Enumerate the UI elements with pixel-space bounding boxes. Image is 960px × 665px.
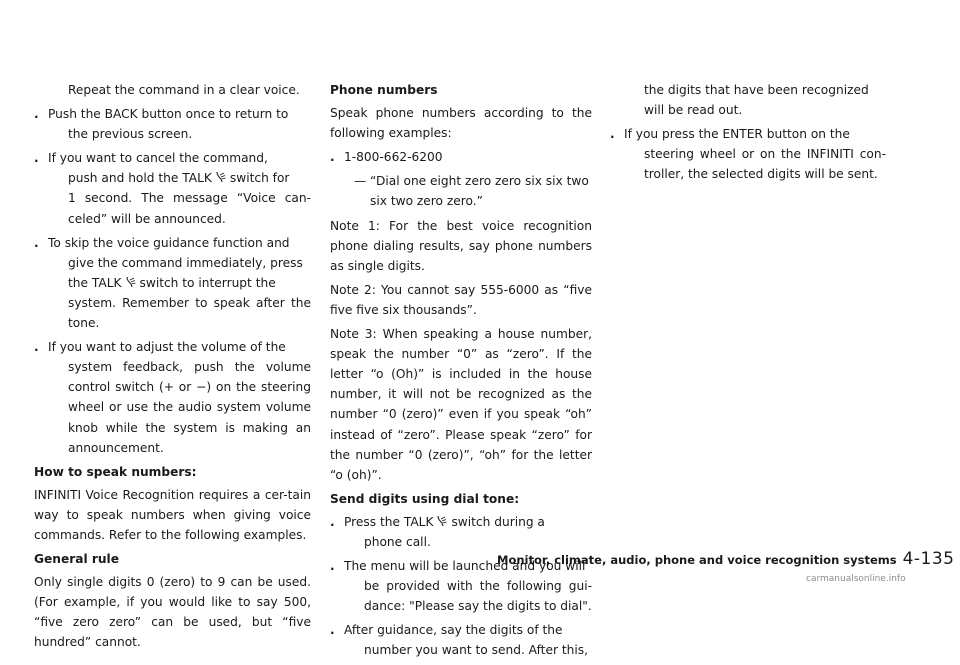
bullet-skip-line3 — [68, 273, 311, 293]
bullet-back-rest: the previous screen. — [68, 127, 193, 142]
bullet-skip-switch-text: switch to interrupt the — [139, 275, 276, 290]
bullet-enter-button — [610, 124, 886, 184]
talk-switch-icon — [216, 171, 226, 183]
column-left — [34, 80, 311, 657]
bullet-volume-rest: system feedback, push the volume control switch (+ or −) on the steering wheel or use the audio system volume knob while the system is making an announcement. — [68, 360, 311, 455]
watermark: carmanualsonline.info — [806, 574, 906, 584]
heading-how-to-speak-numbers: How to speak numbers: — [34, 464, 197, 479]
bullet-after-rest: number you want to send. After this, — [364, 643, 588, 658]
heading-general-rule: General rule — [34, 552, 119, 567]
bullet-marker: . — [34, 340, 39, 355]
bullet-cancel-rest: 1 second. The message “Voice can-celed” will be announced. — [68, 191, 311, 226]
bullet-cancel-talk-text: push and hold the TALK — [68, 171, 212, 186]
bullet-skip-rest: system. Remember to speak after the tone. — [68, 295, 311, 331]
heading-send-digits: Send digits using dial tone: — [330, 491, 520, 506]
bullet-skip-line2: give the command immediately, press — [68, 255, 303, 270]
page-number: 4-135 — [902, 549, 955, 569]
bullet-back-line1: Push the BACK button once to return to — [48, 107, 289, 122]
bullet-menu-rest: be provided with the following gui-dance: "Please say the digits to dial". — [364, 579, 592, 614]
bullet-menu-line1: The menu will be launched and you will — [344, 559, 586, 574]
bullet-volume-line1: If you want to adjust the volume of the — [48, 340, 286, 355]
bullet-enter-line1: If you press the ENTER button on the — [624, 127, 850, 142]
page-footer — [497, 549, 955, 569]
bullet-press-talk-rest: phone call. — [364, 534, 431, 549]
bullet-marker: . — [34, 107, 39, 122]
bullet-marker: . — [330, 623, 335, 638]
heading-phone-numbers: Phone numbers — [330, 83, 438, 97]
bullet-press-talk-line1 — [344, 512, 592, 532]
bullet-marker: . — [330, 150, 335, 165]
note-1: Note 1: For the best voice recognition phone dialing results, say phone numbers as single digits. — [330, 218, 592, 273]
bullet-cancel-line1: If you want to cancel the command, — [48, 151, 268, 166]
bullet-skip-line1: To skip the voice guidance function and — [48, 235, 290, 250]
column-right — [610, 80, 886, 188]
talk-switch-icon — [126, 276, 136, 288]
column-middle — [330, 80, 592, 665]
bullet-marker: . — [34, 151, 39, 166]
paragraph-repeat: Repeat the command in a clear voice. — [68, 83, 300, 97]
bullet-skip-talk-text: the TALK — [68, 275, 122, 290]
bullet-after-line1: After guidance, say the digits of the — [344, 623, 563, 638]
example-number-text: 1-800-662-6200 — [344, 150, 443, 165]
bullet-marker: . — [330, 514, 335, 529]
bullet-enter-rest: steering wheel or on the INFINITI con-troller, the selected digits will be sent. — [644, 147, 886, 182]
bullet-after-guidance — [330, 620, 592, 660]
paragraph-phone-intro: Speak phone numbers according to the following examples: — [330, 106, 592, 141]
bullet-marker: . — [34, 235, 39, 250]
talk-switch-icon — [437, 515, 447, 527]
bullet-cancel — [34, 148, 311, 228]
bullet-marker: . — [610, 127, 615, 142]
note-3: Note 3: When speaking a house number, speak the number “0” as “zero”. If the letter “o (Oh)” is included in the house number, it will not be recognized as the number “0 (zero)” even if you speak “oh” instead of “zero”. Please speak “zero” for the number “0 (zero)”, “oh” for the letter “o (oh)”. — [330, 327, 592, 482]
footer-section-title: Monitor, climate, audio, phone and voice recognition systems — [497, 553, 897, 567]
paragraph-intro: INFINITI Voice Recognition requires a cer-tain way to speak numbers when giving voice commands. Refer to the following examples. — [34, 487, 311, 542]
bullet-volume — [34, 337, 311, 458]
bullet-skip — [34, 233, 311, 333]
bullet-cancel-switch-text: switch for — [229, 171, 290, 186]
bullet-marker: . — [330, 559, 335, 574]
bullet-press-talk-switch-text: switch during a — [451, 514, 545, 529]
note-2: Note 2: You cannot say 555-6000 as “five five five six thousands”. — [330, 282, 592, 317]
bullet-cancel-line2 — [68, 168, 311, 188]
bullet-example-number — [330, 147, 592, 167]
dash-example-spoken — [330, 171, 592, 211]
bullet-press-talk-text: Press the TALK — [344, 514, 434, 529]
bullet-back — [34, 104, 311, 144]
paragraph-general-rule: Only single digits 0 (zero) to 9 can be used. (For example, if you would like to say 500, “five zero zero” can be used, but “five hundred” cannot. — [34, 575, 311, 650]
dash-example-line1: — “Dial one eight zero zero six six two — [354, 174, 589, 189]
paragraph-continued: the digits that have been recognized will be read out. — [644, 83, 869, 118]
bullet-press-talk — [330, 512, 592, 552]
dash-example-rest: six two zero zero.” — [370, 194, 483, 209]
